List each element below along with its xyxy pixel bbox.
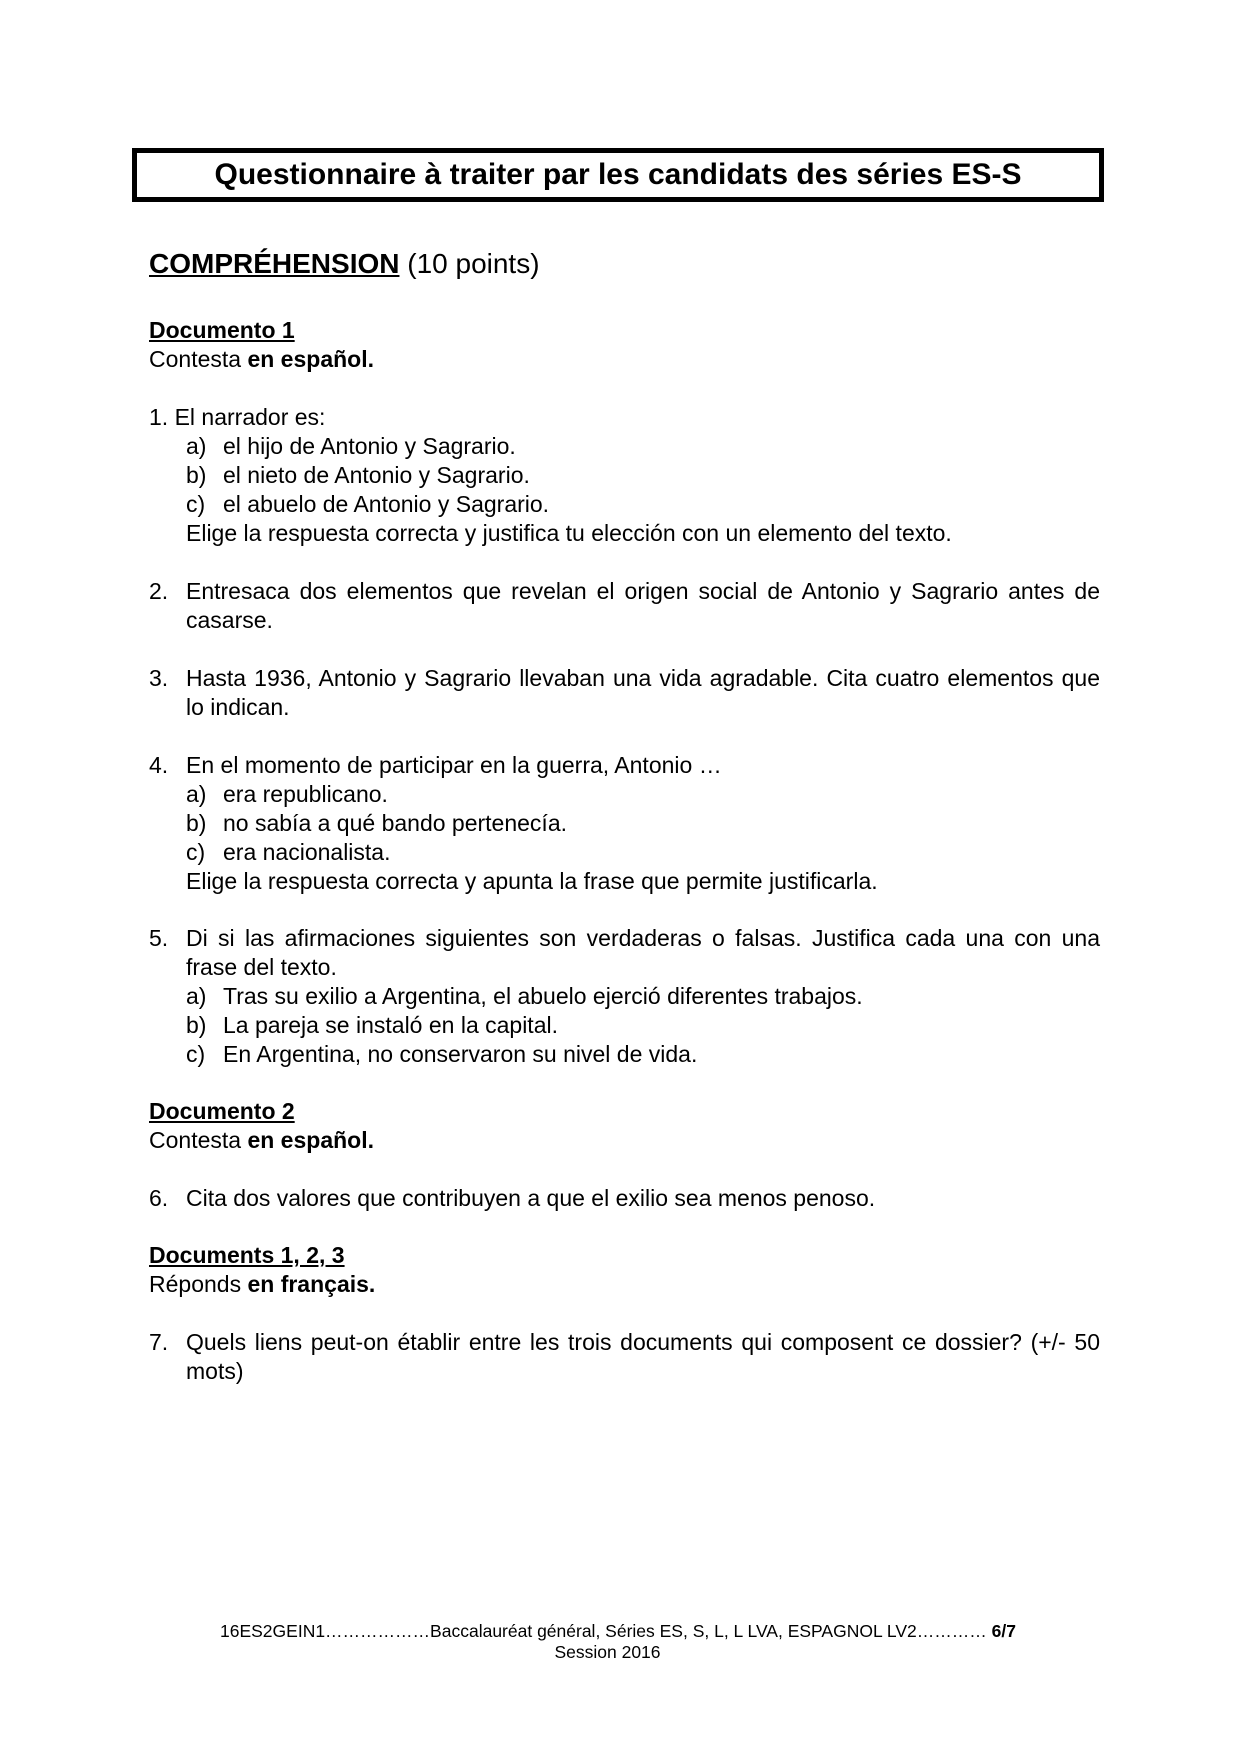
question-4-number: 4. [149, 752, 169, 778]
section-heading [149, 248, 540, 280]
page-footer [220, 1621, 1100, 1663]
option-letter: a) [186, 781, 207, 807]
question-5-text: Di si las afirmaciones siguientes son verdaderas o falsas. Justifica cada una con una frase del texto. [186, 925, 1100, 980]
footer-session: Session 2016 [554, 1642, 661, 1662]
option-text: el hijo de Antonio y Sagrario. [223, 433, 516, 459]
option-letter: b) [186, 810, 207, 836]
question-3-number: 3. [149, 665, 169, 691]
question-4-option-a [186, 780, 388, 809]
doc2-instruction-prefix: Contesta [149, 1127, 248, 1153]
doc1-instruction-bold: en español. [247, 346, 374, 372]
question-5-number: 5. [149, 925, 169, 951]
question-7-number: 7. [149, 1329, 169, 1355]
question-4-text: En el momento de participar en la guerra, Antonio … [186, 752, 722, 778]
question-5-option-c [186, 1040, 697, 1069]
option-text: no sabía a qué bando pertenecía. [223, 810, 568, 836]
option-letter: a) [186, 433, 207, 459]
question-1-follow: Elige la respuesta correcta y justifica tu elección con un elemento del texto. [186, 520, 952, 546]
title-box [132, 148, 1104, 202]
question-6-text: Cita dos valores que contribuyen a que el exilio sea menos penoso. [186, 1185, 876, 1211]
question-2-text: Entresaca dos elementos que revelan el origen social de Antonio y Sagrario antes de casarse. [186, 578, 1100, 633]
question-5-option-b [186, 1011, 558, 1040]
option-letter: c) [186, 491, 206, 517]
doc2-instruction [149, 1126, 374, 1155]
question-5-option-a [186, 982, 863, 1011]
page-title: Questionnaire à traiter par les candidats des séries ES-S [214, 158, 1022, 191]
option-letter: c) [186, 1041, 206, 1067]
question-4-option-c [186, 838, 391, 867]
doc2-heading: Documento 2 [149, 1098, 295, 1124]
question-2-number: 2. [149, 578, 169, 604]
question-4-option-b [186, 809, 567, 838]
option-letter: a) [186, 983, 207, 1009]
question-7-text: Quels liens peut-on établir entre les trois documents qui composent ce dossier? (+/- 50 mots) [186, 1329, 1100, 1384]
doc123-heading: Documents 1, 2, 3 [149, 1242, 345, 1268]
section-name: COMPRÉHENSION [149, 248, 400, 279]
footer-code: 16ES2GEIN1………………Baccalauréat général, Séries ES, S, L, L LVA, ESPAGNOL LV2………… [220, 1621, 992, 1641]
doc123-instruction [149, 1270, 375, 1299]
option-text: En Argentina, no conservaron su nivel de vida. [223, 1041, 698, 1067]
question-1 [149, 403, 325, 432]
doc123-instruction-prefix: Réponds [149, 1271, 248, 1297]
option-letter: c) [186, 839, 206, 865]
doc1-instruction [149, 345, 374, 374]
option-letter: b) [186, 1012, 207, 1038]
doc1-instruction-prefix: Contesta [149, 346, 248, 372]
option-text: La pareja se instaló en la capital. [223, 1012, 558, 1038]
doc123-instruction-bold: en français. [247, 1271, 376, 1297]
footer-line [220, 1621, 1100, 1642]
doc2-instruction-bold: en español. [247, 1127, 374, 1153]
question-1-option-c [186, 490, 549, 519]
question-1-option-b [186, 461, 530, 490]
question-6-number: 6. [149, 1185, 169, 1211]
question-1-text: El narrador es: [174, 404, 326, 430]
option-text: era republicano. [223, 781, 388, 807]
option-text: era nacionalista. [223, 839, 391, 865]
doc1-heading: Documento 1 [149, 317, 295, 343]
question-1-number: 1. [149, 404, 169, 430]
page-number: 6/7 [991, 1621, 1016, 1641]
option-text: el nieto de Antonio y Sagrario. [223, 462, 530, 488]
question-4-follow: Elige la respuesta correcta y apunta la frase que permite justificarla. [186, 868, 878, 894]
question-1-option-a [186, 432, 516, 461]
option-text: Tras su exilio a Argentina, el abuelo ejerció diferentes trabajos. [223, 983, 863, 1009]
question-3-text: Hasta 1936, Antonio y Sagrario llevaban una vida agradable. Cita cuatro elementos que lo indican. [186, 665, 1100, 720]
section-points: (10 points) [399, 248, 540, 279]
option-text: el abuelo de Antonio y Sagrario. [223, 491, 550, 517]
option-letter: b) [186, 462, 207, 488]
